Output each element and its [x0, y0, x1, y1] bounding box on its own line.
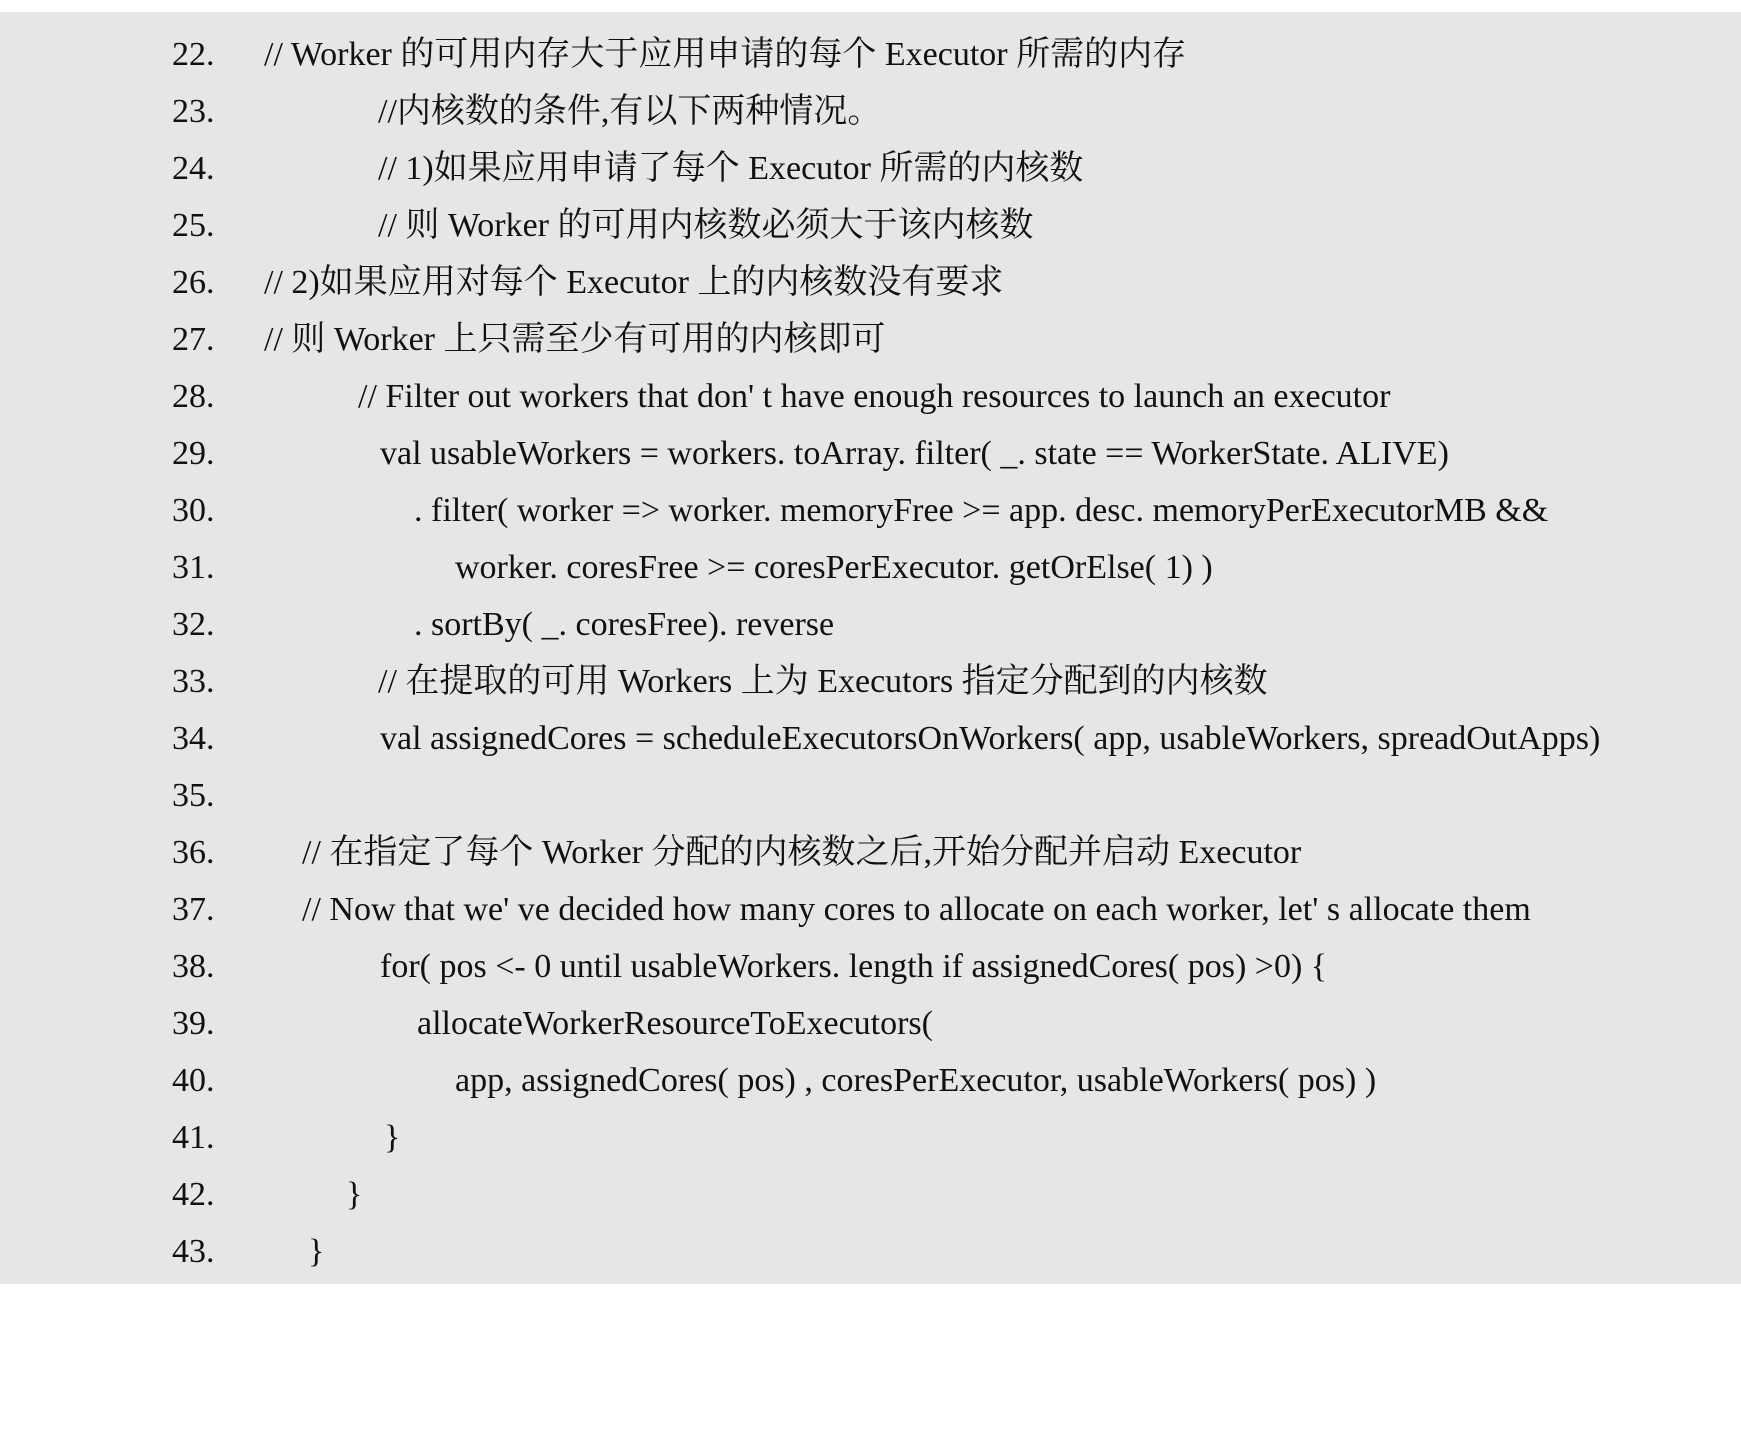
code-text: . filter( worker => worker. memoryFree >= app. desc. memoryPerExecutorMB && [414, 492, 1549, 529]
line-number: 38. [172, 948, 215, 985]
code-text: allocateWorkerResourceToExecutors( [417, 1005, 933, 1042]
line-number: 35. [172, 777, 215, 814]
code-line [0, 140, 1741, 197]
code-line [0, 596, 1741, 653]
code-line [0, 824, 1741, 881]
line-number: 26. [172, 264, 215, 301]
line-number: 31. [172, 549, 215, 586]
line-number: 24. [172, 150, 215, 187]
code-text: // 则 Worker 上只需至少有可用的内核即可 [264, 321, 886, 358]
code-line [0, 710, 1741, 767]
code-line [0, 26, 1741, 83]
line-number: 33. [172, 663, 215, 700]
code-text: // Now that we' ve decided how many cores to allocate on each worker, let' s allocate them [302, 891, 1531, 928]
line-number: 32. [172, 606, 215, 643]
line-number: 39. [172, 1005, 215, 1042]
line-number: 28. [172, 378, 215, 415]
code-line [0, 83, 1741, 140]
line-number: 22. [172, 36, 215, 73]
code-listing [0, 12, 1741, 1284]
code-line [0, 311, 1741, 368]
code-line [0, 995, 1741, 1052]
line-number: 41. [172, 1119, 215, 1156]
code-line [0, 368, 1741, 425]
code-text: // Worker 的可用内存大于应用申请的每个 Executor 所需的内存 [264, 36, 1187, 73]
code-text: for( pos <- 0 until usableWorkers. length if assignedCores( pos) >0) { [380, 948, 1328, 985]
line-number: 23. [172, 93, 215, 130]
line-number: 25. [172, 207, 215, 244]
line-number: 29. [172, 435, 215, 472]
line-number: 27. [172, 321, 215, 358]
code-text: worker. coresFree >= coresPerExecutor. getOrElse( 1) ) [455, 549, 1213, 586]
code-text: . sortBy( _. coresFree). reverse [414, 606, 835, 643]
code-text: app, assignedCores( pos) , coresPerExecutor, usableWorkers( pos) ) [455, 1062, 1377, 1099]
line-number: 36. [172, 834, 215, 871]
code-text: // 则 Worker 的可用内核数必须大于该内核数 [378, 207, 1034, 244]
code-text: // 2)如果应用对每个 Executor 上的内核数没有要求 [264, 264, 1004, 301]
code-line [0, 197, 1741, 254]
code-text: val usableWorkers = workers. toArray. filter( _. state == WorkerState. ALIVE) [380, 435, 1449, 472]
code-line [0, 425, 1741, 482]
code-line [0, 539, 1741, 596]
code-text: } [384, 1119, 401, 1156]
line-number: 40. [172, 1062, 215, 1099]
code-text: val assignedCores = scheduleExecutorsOnWorkers( app, usableWorkers, spreadOutApps) [380, 720, 1601, 757]
line-number: 34. [172, 720, 215, 757]
line-number: 42. [172, 1176, 215, 1213]
code-text: } [308, 1233, 325, 1270]
code-text: // 在提取的可用 Workers 上为 Executors 指定分配到的内核数 [378, 663, 1268, 700]
code-line [0, 938, 1741, 995]
code-text: // 1)如果应用申请了每个 Executor 所需的内核数 [378, 150, 1084, 187]
code-line [0, 1223, 1741, 1280]
code-text: // Filter out workers that don' t have enough resources to launch an executor [358, 378, 1391, 415]
code-line [0, 881, 1741, 938]
code-line [0, 1109, 1741, 1166]
code-line [0, 482, 1741, 539]
code-text: } [346, 1176, 363, 1213]
code-line [0, 254, 1741, 311]
code-text: // 在指定了每个 Worker 分配的内核数之后,开始分配并启动 Executor [302, 834, 1302, 871]
line-number: 30. [172, 492, 215, 529]
line-number: 37. [172, 891, 215, 928]
code-line [0, 653, 1741, 710]
line-number: 43. [172, 1233, 215, 1270]
code-line [0, 767, 1741, 824]
code-line [0, 1052, 1741, 1109]
code-line [0, 1166, 1741, 1223]
code-text: //内核数的条件,有以下两种情况。 [378, 93, 882, 130]
